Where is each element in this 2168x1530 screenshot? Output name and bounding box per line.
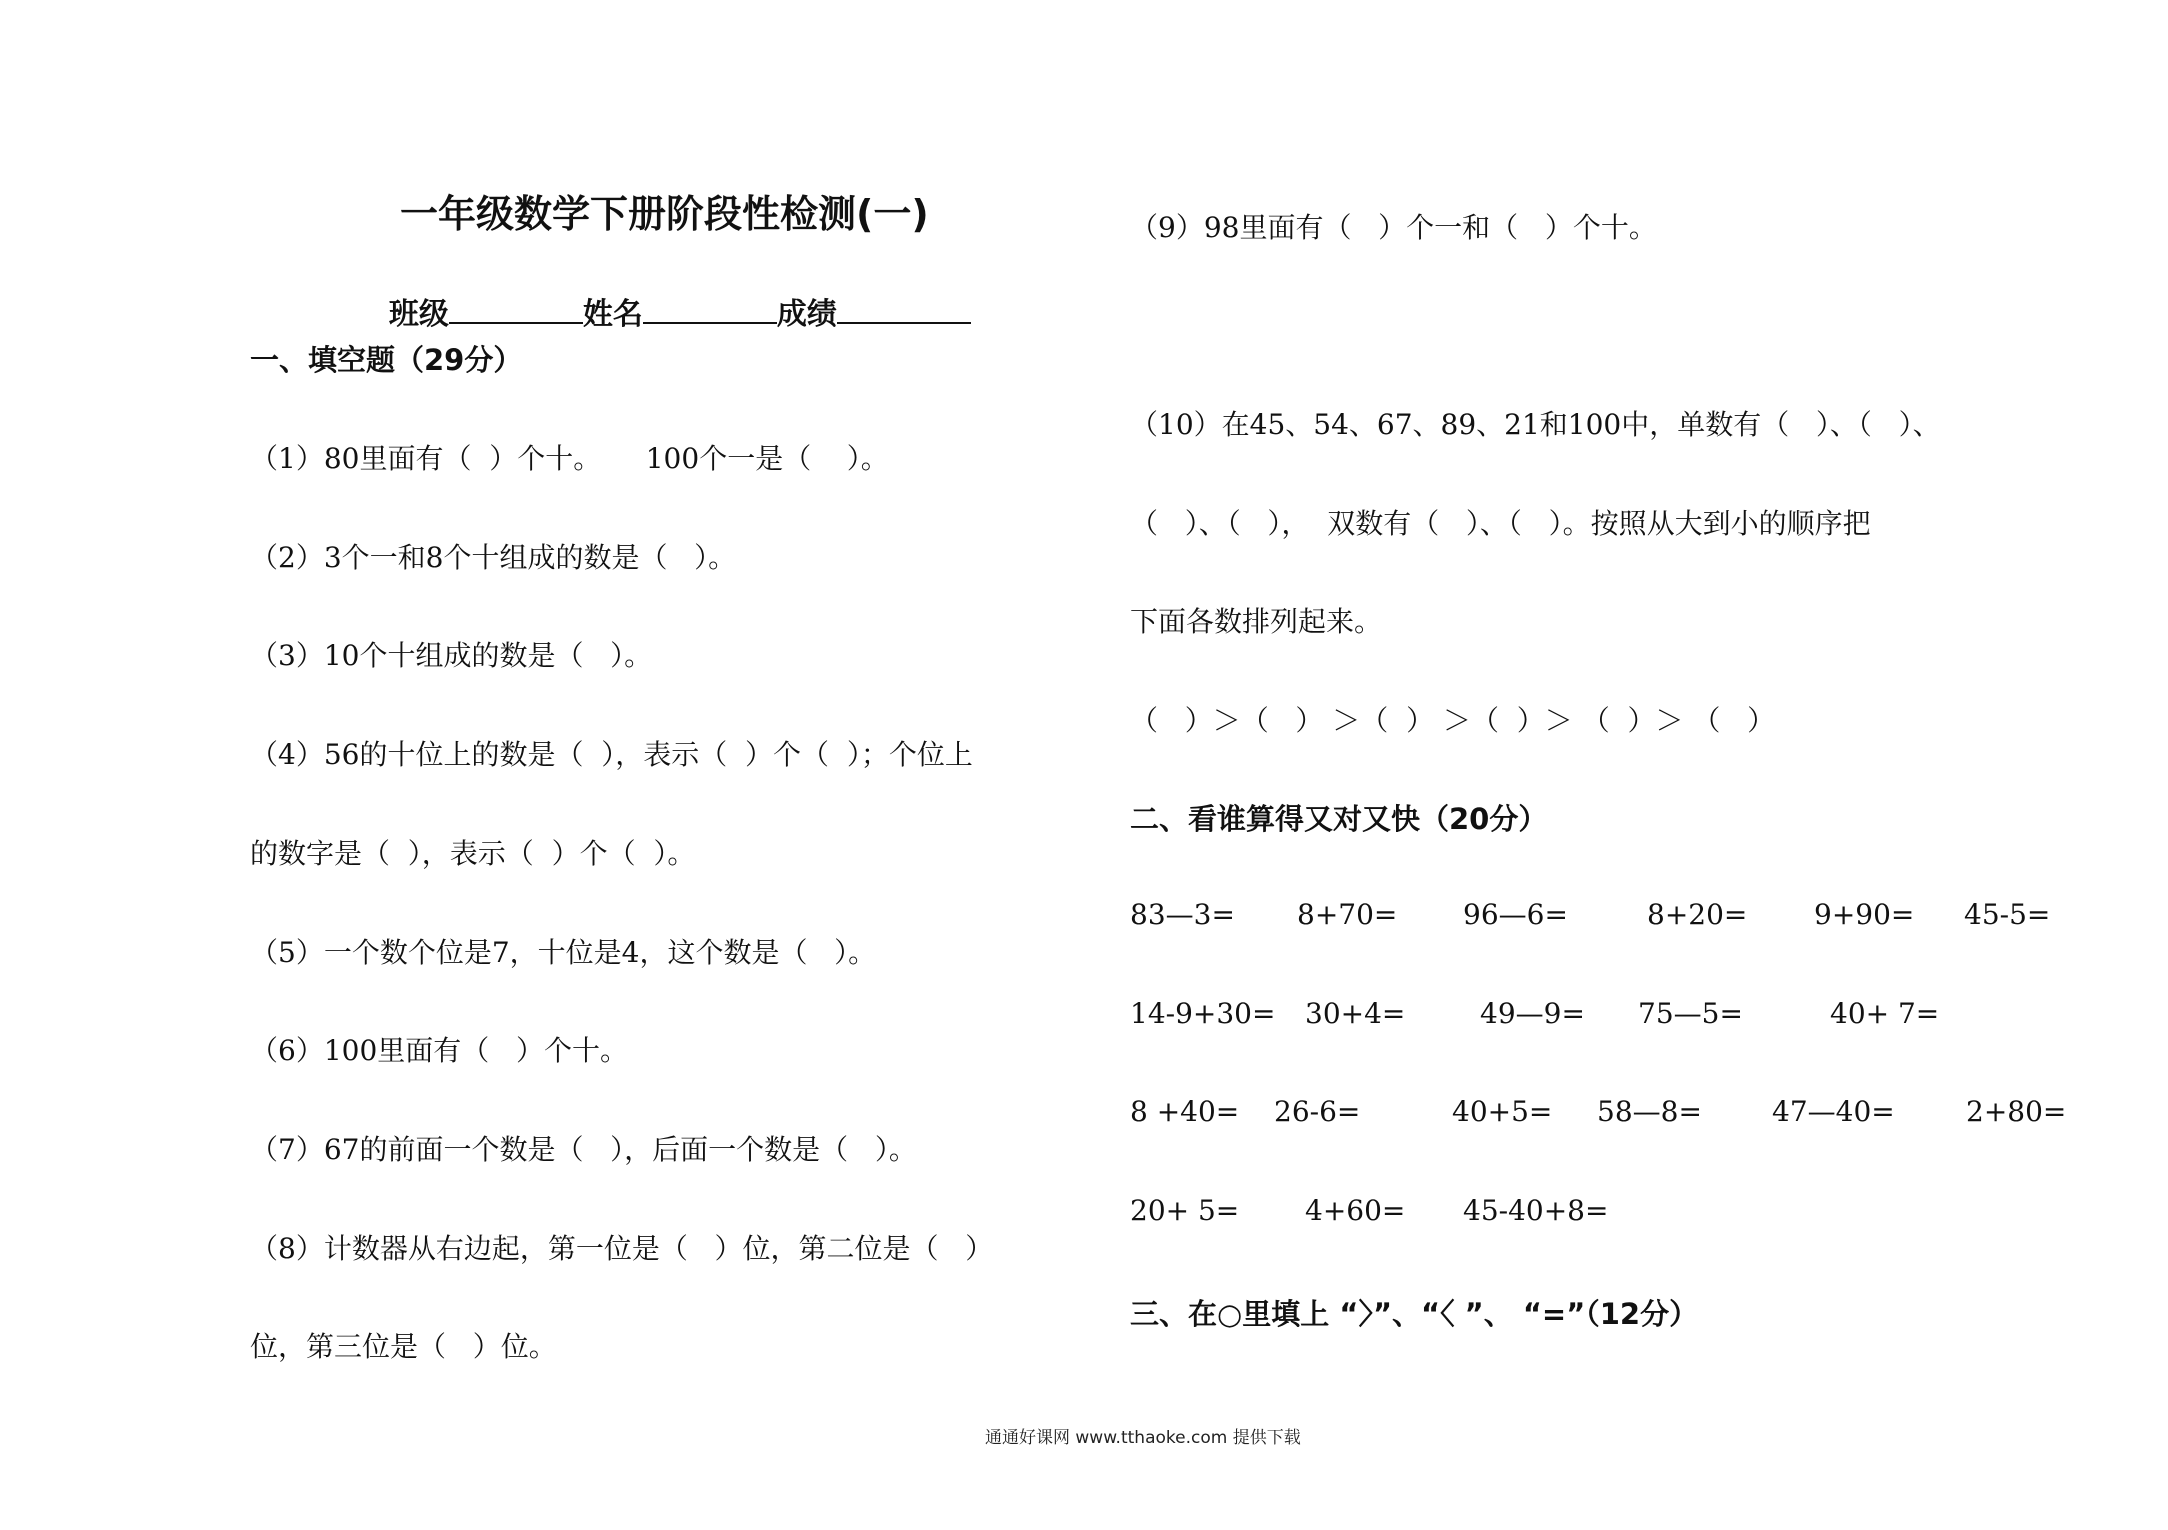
name-blank: [643, 292, 777, 324]
section2-heading: 二、看谁算得又对又快（20分）: [1130, 802, 1548, 836]
calc-item: 58—8=: [1597, 1095, 1702, 1128]
calc-item: 96—6=: [1463, 898, 1568, 931]
score-blank: [837, 292, 971, 324]
calc-item: 14-9+30=: [1130, 997, 1276, 1030]
question-10-line2: （ ）、（ ）， 双数有（ ）、（ ）。按照从大到小的顺序把: [1130, 507, 1871, 540]
calc-item: 83—3=: [1130, 898, 1235, 931]
score-label: 成绩: [776, 297, 837, 332]
calc-item: 8+20=: [1647, 898, 1748, 931]
question-7: （7）67的前面一个数是（ ），后面一个数是（ ）。: [250, 1133, 917, 1166]
page-title: 一年级数学下册阶段性检测(一): [400, 192, 929, 236]
question-9: （9）98里面有（ ）个一和（ ）个十。: [1130, 211, 1657, 244]
calc-item: 40+5=: [1452, 1095, 1553, 1128]
question-10-line1: （10）在45、54、67、89、21和100中，单数有（ ）、（ ）、: [1130, 408, 1941, 441]
question-8-line2: 位，第三位是（ ）位。: [250, 1330, 557, 1363]
question-4-line2: 的数字是（ ），表示（ ）个（ ）。: [250, 837, 696, 870]
section1-heading: 一、填空题（29分）: [250, 343, 523, 377]
question-5: （5）一个数个位是7，十位是4，这个数是（ ）。: [250, 936, 877, 969]
calc-item: 75—5=: [1638, 997, 1743, 1030]
question-10-line3: 下面各数排列起来。: [1130, 605, 1383, 638]
calc-item: 47—40=: [1772, 1095, 1895, 1128]
question-1: （1）80里面有（ ）个十。 100个一是（ ）。: [250, 442, 889, 475]
calc-item: 2+80=: [1966, 1095, 2067, 1128]
calc-item: 30+4=: [1305, 997, 1406, 1030]
question-4-line1: （4）56的十位上的数是（ ），表示（ ）个（ ）；个位上: [250, 738, 973, 771]
student-info-line: [368, 254, 971, 333]
section3-heading: 三、在○里填上 “〉”、“〈 ”、 “=”（12分）: [1130, 1297, 1699, 1331]
footer-credit: 通通好课网 www.tthaoke.com 提供下载: [985, 1428, 1301, 1448]
calc-item: 20+ 5=: [1130, 1194, 1240, 1227]
class-label: 班级: [388, 297, 449, 332]
calc-item: 4+60=: [1305, 1194, 1406, 1227]
question-2: （2）3个一和8个十组成的数是（ ）。: [250, 541, 737, 574]
calc-item: 40+ 7=: [1830, 997, 1940, 1030]
question-3: （3）10个十组成的数是（ ）。: [250, 639, 653, 672]
calc-item: 8+70=: [1297, 898, 1398, 931]
name-label: 姓名: [582, 297, 643, 332]
calc-item: 26-6=: [1274, 1095, 1361, 1128]
calc-item: 45-5=: [1964, 898, 2051, 931]
question-10-ordering: （ ）＞（ ） ＞（ ） ＞（ ）＞ （ ）＞ （ ）: [1130, 704, 1776, 737]
question-6: （6）100里面有（ ）个十。: [250, 1034, 628, 1067]
calc-item: 49—9=: [1480, 997, 1585, 1030]
calc-item: 45-40+8=: [1463, 1194, 1609, 1227]
class-blank: [449, 292, 583, 324]
calc-item: 8 +40=: [1130, 1095, 1240, 1128]
calc-item: 9+90=: [1814, 898, 1915, 931]
question-8-line1: （8）计数器从右边起，第一位是（ ）位，第二位是（ ）: [250, 1232, 994, 1265]
